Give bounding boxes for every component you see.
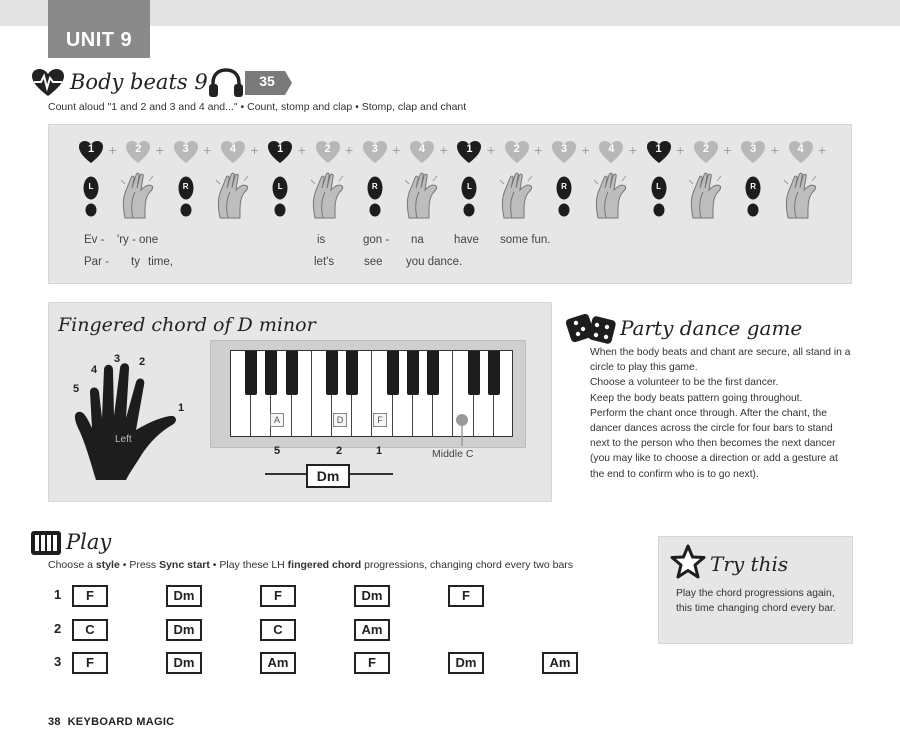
lyric: have (454, 234, 479, 246)
hand-finger-label: 1 (178, 402, 185, 414)
chord-box: Dm (448, 652, 484, 674)
progression-number: 2 (54, 621, 62, 636)
plus-sign: + (533, 144, 543, 157)
chord-box: Dm (166, 585, 202, 607)
plus-sign: + (249, 144, 260, 157)
hand-finger-label: 4 (91, 364, 98, 376)
beat-count-number: 3 (182, 143, 189, 155)
chord-box: F (260, 585, 296, 607)
finger-number: 5 (274, 445, 281, 457)
plus-sign: + (675, 144, 685, 157)
beat-count-number: 2 (135, 143, 142, 155)
beat-count-number: 3 (750, 143, 757, 155)
beat-count-number: 1 (466, 143, 473, 155)
stomp-foot-letter: R (750, 182, 757, 191)
key-label-d: D (333, 413, 347, 427)
chord-box: Dm (166, 619, 202, 641)
chord-box: Dm (354, 585, 390, 607)
track-number: 35 (259, 73, 275, 89)
lyric: Par - (84, 256, 109, 268)
hand-finger-label: 3 (114, 353, 121, 365)
progression-number: 3 (54, 654, 62, 669)
chord-name-box: Dm (306, 464, 350, 488)
chord-box: C (260, 619, 296, 641)
lyric: na (411, 234, 424, 246)
party-title: Party dance game (620, 316, 803, 340)
beat-count-number: 3 (371, 143, 378, 155)
lyric: some fun. (500, 234, 551, 246)
plus-sign: + (155, 144, 165, 157)
plus-sign: + (486, 144, 496, 157)
lyric: you dance. (406, 256, 463, 268)
chord-box: F (72, 585, 108, 607)
progression-number: 1 (54, 587, 62, 602)
instr-bold: style (95, 559, 120, 571)
try-this-title: Try this (710, 552, 789, 576)
beat-count-number: 2 (702, 143, 709, 155)
plus-sign: + (391, 144, 402, 157)
page-number: 38 (48, 716, 61, 728)
chord-box: F (72, 652, 108, 674)
instr-text: progressions, changing chord every two bars (361, 559, 574, 571)
beat-count-number: 1 (277, 143, 284, 155)
beat-count-number: 3 (560, 143, 568, 155)
plus-sign: + (439, 144, 449, 157)
play-title: Play (66, 530, 112, 554)
beat-count-number: 1 (87, 143, 95, 155)
chord-box: Am (354, 619, 390, 641)
body-beats-title: Body beats 9 (70, 70, 208, 94)
plus-sign: + (108, 144, 118, 157)
stomp-foot-letter: L (88, 182, 94, 191)
chord-box: F (448, 585, 484, 607)
plus-sign: + (722, 144, 733, 157)
party-paragraph: When the body beats and chant are secure, all stand in a circle to play this game. (590, 347, 851, 374)
beat-count-number: 4 (419, 143, 426, 155)
finger-number: 2 (336, 445, 343, 457)
party-paragraph: Keep the body beats pattern going throughout. (590, 392, 803, 404)
instr-text: Choose a (48, 559, 96, 571)
lyric: is (317, 234, 326, 246)
instr-bold: Sync start (159, 559, 210, 571)
chord-title: Fingered chord of D minor (58, 314, 316, 336)
lyric: gon - (363, 234, 390, 246)
plus-sign: + (344, 144, 354, 157)
body-beats-instructions: Count aloud "1 and 2 and 3 and 4 and..." • Count, stomp and clap • Stomp, clap and chant (48, 101, 467, 113)
beat-count-number: 4 (797, 143, 804, 155)
finger-number: 1 (376, 445, 383, 457)
star-icon (670, 544, 706, 580)
beat-count-number: 4 (229, 143, 236, 155)
party-paragraph: Choose a volunteer to be the first dancer. (590, 377, 779, 389)
hand-label: Left (115, 434, 132, 445)
hand-finger-label: 2 (139, 356, 146, 368)
key-label-f: F (373, 413, 387, 427)
chord-box: Am (260, 652, 296, 674)
key-label-a: A (270, 413, 284, 427)
beat-count-number: 1 (655, 143, 662, 155)
lyric: 'ry - one (117, 234, 159, 246)
chord-box: F (354, 652, 390, 674)
party-paragraph: Perform the chant once through. After the chant, the dancer dances across the circle for four bars to stand next to the person who then becomes the next dancer (you may like to choose a direction or add a gesture at the end to confirm who is to go next). (590, 407, 838, 480)
instr-text: • Play these LH (209, 559, 288, 571)
lyric: see (364, 256, 383, 268)
chord-box: C (72, 619, 108, 641)
plus-sign: + (817, 144, 827, 157)
unit-tab: UNIT 9 (48, 0, 150, 58)
plus-sign: + (770, 144, 780, 157)
beat-count-number: 4 (608, 143, 615, 155)
stomp-foot-letter: R (561, 182, 567, 191)
beat-count-number: 2 (324, 143, 331, 155)
lyric: let's (314, 256, 335, 268)
lyric: Ev - (84, 234, 105, 246)
plus-sign: + (202, 144, 212, 157)
lyric: time, (148, 256, 173, 268)
try-this-text: Play the chord progressions again, this time changing chord every bar. (676, 588, 836, 614)
stomp-foot-letter: L (656, 182, 662, 191)
chord-box: Dm (166, 652, 202, 674)
plus-sign: + (581, 144, 591, 157)
stomp-foot-letter: L (466, 182, 472, 191)
stomp-foot-letter: L (277, 182, 283, 191)
chord-box: Am (542, 652, 578, 674)
page-footer (48, 716, 174, 728)
hand-finger-label: 5 (73, 383, 80, 395)
beat-count-number: 2 (513, 143, 520, 155)
plus-sign: + (628, 144, 638, 157)
lyric: ty (131, 256, 140, 268)
book-title: KEYBOARD MAGIC (67, 716, 175, 728)
plus-sign: + (297, 144, 307, 157)
instr-bold: fingered chord (287, 559, 362, 571)
stomp-foot-letter: R (182, 182, 189, 191)
middle-c-label: Middle C (432, 448, 474, 460)
stomp-foot-letter: R (371, 182, 378, 191)
instr-text: • Press (119, 559, 160, 571)
